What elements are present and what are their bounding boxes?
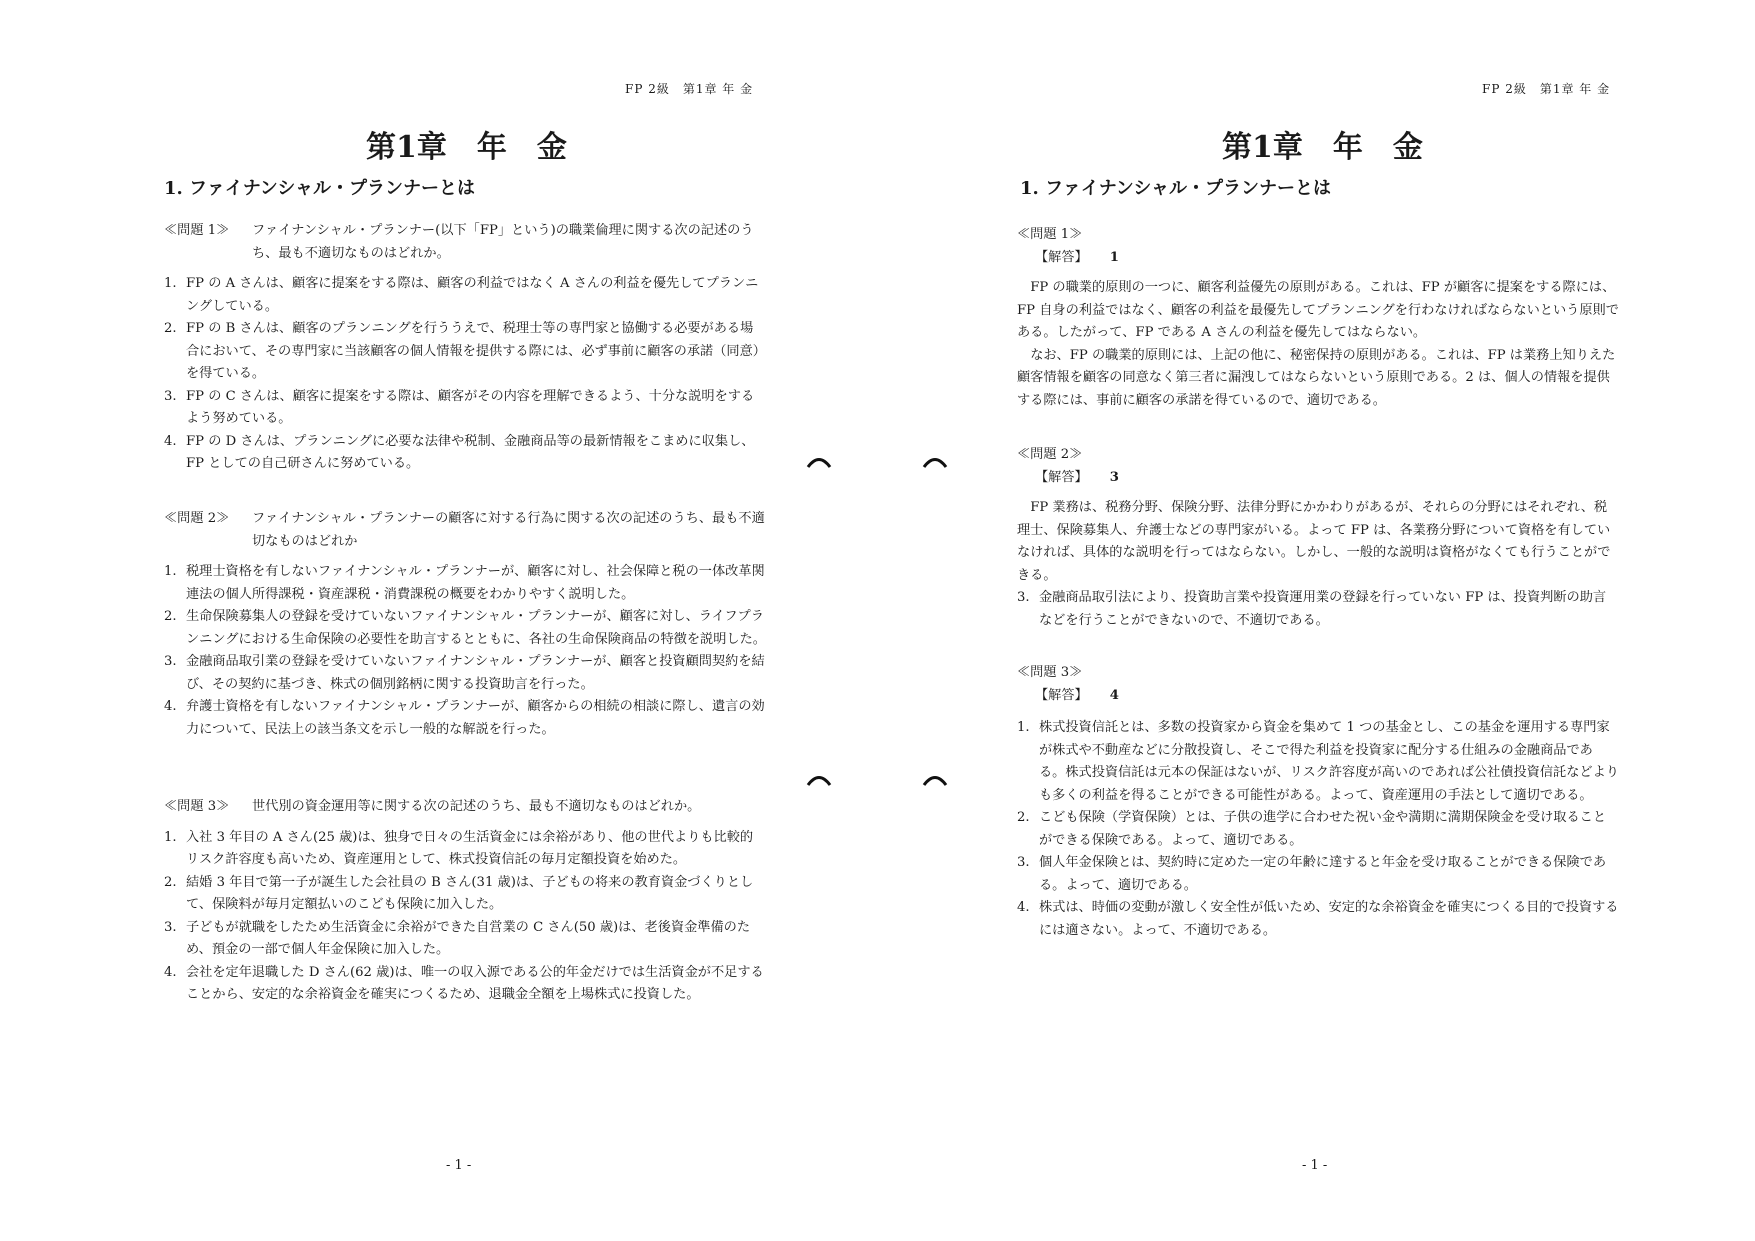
answer-label: 【解答】 xyxy=(1035,687,1088,703)
question-3 xyxy=(164,796,766,1007)
question-label: ≪問題 1≫ xyxy=(164,223,230,238)
question-label: ≪問題 1≫ xyxy=(1017,227,1083,242)
chapter-title: 第1章 年 金 xyxy=(1222,130,1423,165)
choice-item: 4. 会社を定年退職した D さん(62 歳)は、唯一の収入源である公的年金だけでは生活資金が不足することから、安定的な余裕資金を確実につくるため、退職金全額を上場株式に投資した。 xyxy=(164,964,764,1002)
chapter-title: 第1章 年 金 xyxy=(366,130,567,165)
question-label: ≪問題 2≫ xyxy=(164,511,230,526)
question-text: ファイナンシャル・プランナーの顧客に対する行為に関する次の記述のうち、最も不適切なものはどれか xyxy=(252,511,765,549)
answer-value: 3 xyxy=(1109,469,1119,485)
choice-item: 4. FP の D さんは、プランニングに必要な法律や税制、金融商品等の最新情報をこまめに収集し、FP としての自己研さんに努めている。 xyxy=(164,433,755,471)
choice-item: 1. 株式投資信託とは、多数の投資家から資金を集めて 1 つの基金とし、この基金を運用する専門家が株式や不動産などに分散投資し、そこで得た利益を投資家に配分する仕組みの金融商品である。株式投資信託は元本の保証はないが、リスク許容度が高いのであれば公社債投資信託などよりも多くの利益を得ることができる可能性がある。よって、資産運用の手法として適切である。 xyxy=(1017,720,1619,803)
choice-item: 1. 税理士資格を有しないファイナンシャル・プランナーが、顧客に対し、社会保障と税の一体改革関連法の個人所得課税・資産課税・消費課税の概要をわかりやすく説明した。 xyxy=(164,564,765,602)
page-number: - 1 - xyxy=(1302,1158,1328,1173)
binder-arc-icon xyxy=(806,454,832,468)
choice-list xyxy=(164,827,766,1007)
choice-item: 3. FP の C さんは、顧客に提案をする際は、顧客がその内容を理解できるよう、十分な説明をするよう努めている。 xyxy=(164,388,755,426)
choice-item: 2. 生命保険募集人の登録を受けていないファイナンシャル・プランナーが、顧客に対し、ライフプランニングにおける生命保険の必要性を助言するとともに、各社の生命保険商品の特徴を説明した。 xyxy=(164,609,766,647)
question-1 xyxy=(164,220,766,476)
explanation-paragraph: FP の職業的原則の一つに、顧客利益優先の原則がある。これは、FP が顧客に提案をする際には、FP 自身の利益ではなく、顧客の利益を最優先してプランニングを行わなければならないという原則である。したがって、FP である A さんの利益を優先してはならない。 xyxy=(1017,280,1619,340)
left-page-questions xyxy=(0,0,877,1241)
choice-item: 3. 個人年金保険とは、契約時に定めた一定の年齢に達すると年金を受け取ることができる保険である。よって、適切である。 xyxy=(1017,855,1607,893)
answer-1 xyxy=(1017,224,1619,412)
answer-3 xyxy=(1017,662,1619,942)
choice-item: 4. 弁護士資格を有しないファイナンシャル・プランナーが、顧客からの相続の相談に際し、遺言の効力について、民法上の該当条文を示し一般的な解説を行った。 xyxy=(164,699,765,737)
question-label: ≪問題 2≫ xyxy=(1017,447,1083,462)
question-label: ≪問題 3≫ xyxy=(164,799,230,814)
choice-item: 1. FP の A さんは、顧客に提案をする際は、顧客の利益ではなく A さんの利益を優先してプランニングしている。 xyxy=(164,276,759,314)
question-label: ≪問題 3≫ xyxy=(1017,665,1083,680)
choice-item: 1. 入社 3 年目の A さん(25 歳)は、独身で日々の生活資金には余裕があり、他の世代よりも比較的リスク許容度も高いため、資産運用として、株式投資信託の毎月定額投資を始めた。 xyxy=(164,829,754,867)
running-header: FP 2級 第1章 年 金 xyxy=(625,82,754,96)
choice-list xyxy=(1017,717,1619,942)
explanation-paragraph: FP 業務は、税務分野、保険分野、法律分野にかかわりがあるが、それらの分野にはそれぞれ、税理士、保険募集人、弁護士などの専門家がいる。よって FP は、各業務分野について資格を有していなければ、具体的な説明を行ってはならない。しかし、一般的な説明は資格がなくても行うことができる。 xyxy=(1017,500,1611,583)
choice-list xyxy=(164,561,766,741)
answer-label: 【解答】 xyxy=(1035,249,1088,265)
choice-item: 2. こども保険（学資保険）とは、子供の進学に合わせた祝い金や満期に満期保険金を受け取ることができる保険である。よって、適切である。 xyxy=(1017,810,1607,848)
answer-2 xyxy=(1017,444,1619,632)
explanation-paragraph: なお、FP の職業的原則には、上記の他に、秘密保持の原則がある。これは、FP は業務上知りえた顧客情報を顧客の同意なく第三者に漏洩してはならないという原則である。2 は、個人の情報を提供する際には、事前に顧客の承諾を得ているので、適切である。 xyxy=(1017,347,1616,408)
choice-item: 3. 金融商品取引法により、投資助言業や投資運用業の登録を行っていない FP は、投資判断の助言などを行うことができないので、不適切である。 xyxy=(1017,590,1607,628)
choice-item: 4. 株式は、時価の変動が激しく安全性が低いため、安定的な余裕資金を確実につくる目的で投資するには適さない。よって、不適切である。 xyxy=(1017,900,1619,938)
choice-list xyxy=(164,273,766,476)
choice-item: 2. FP の B さんは、顧客のプランニングを行ううえで、税理士等の専門家と協働する必要がある場合において、その専門家に当該顧客の個人情報を提供する際には、必ず事前に顧客の承諾（同意）を得ている。 xyxy=(164,321,766,381)
answer-label: 【解答】 xyxy=(1035,469,1088,485)
running-header: FP 2級 第1章 年 金 xyxy=(1482,82,1611,96)
right-page-answers xyxy=(877,0,1755,1241)
section-title: 1. ファイナンシャル・プランナーとは xyxy=(1020,178,1331,199)
question-text: 世代別の資金運用等に関する次の記述のうち、最も不適切なものはどれか。 xyxy=(252,799,701,814)
question-text: ファイナンシャル・プランナー(以下「FP」という)の職業倫理に関する次の記述のうち、最も不適切なものはどれか。 xyxy=(252,223,754,261)
question-2 xyxy=(164,508,766,741)
page-number: - 1 - xyxy=(446,1158,472,1173)
choice-item: 3. 子どもが就職をしたため生活資金に余裕ができた自営業の C さん(50 歳)は、老後資金準備のため、預金の一部で個人年金保険に加入した。 xyxy=(164,919,751,957)
section-title: 1. ファイナンシャル・プランナーとは xyxy=(164,178,475,199)
answer-value: 4 xyxy=(1109,687,1119,703)
answer-value: 1 xyxy=(1109,249,1119,265)
binder-arc-icon xyxy=(806,772,832,786)
choice-list xyxy=(1017,587,1619,632)
choice-item: 3. 金融商品取引業の登録を受けていないファイナンシャル・プランナーが、顧客と投資顧問契約を結び、その契約に基づき、株式の個別銘柄に関する投資助言を行った。 xyxy=(164,654,765,692)
choice-item: 2. 結婚 3 年目で第一子が誕生した会社員の B さん(31 歳)は、子どもの将来の教育資金づくりとして、保険料が毎月定額払いのこども保険に加入した。 xyxy=(164,874,754,912)
